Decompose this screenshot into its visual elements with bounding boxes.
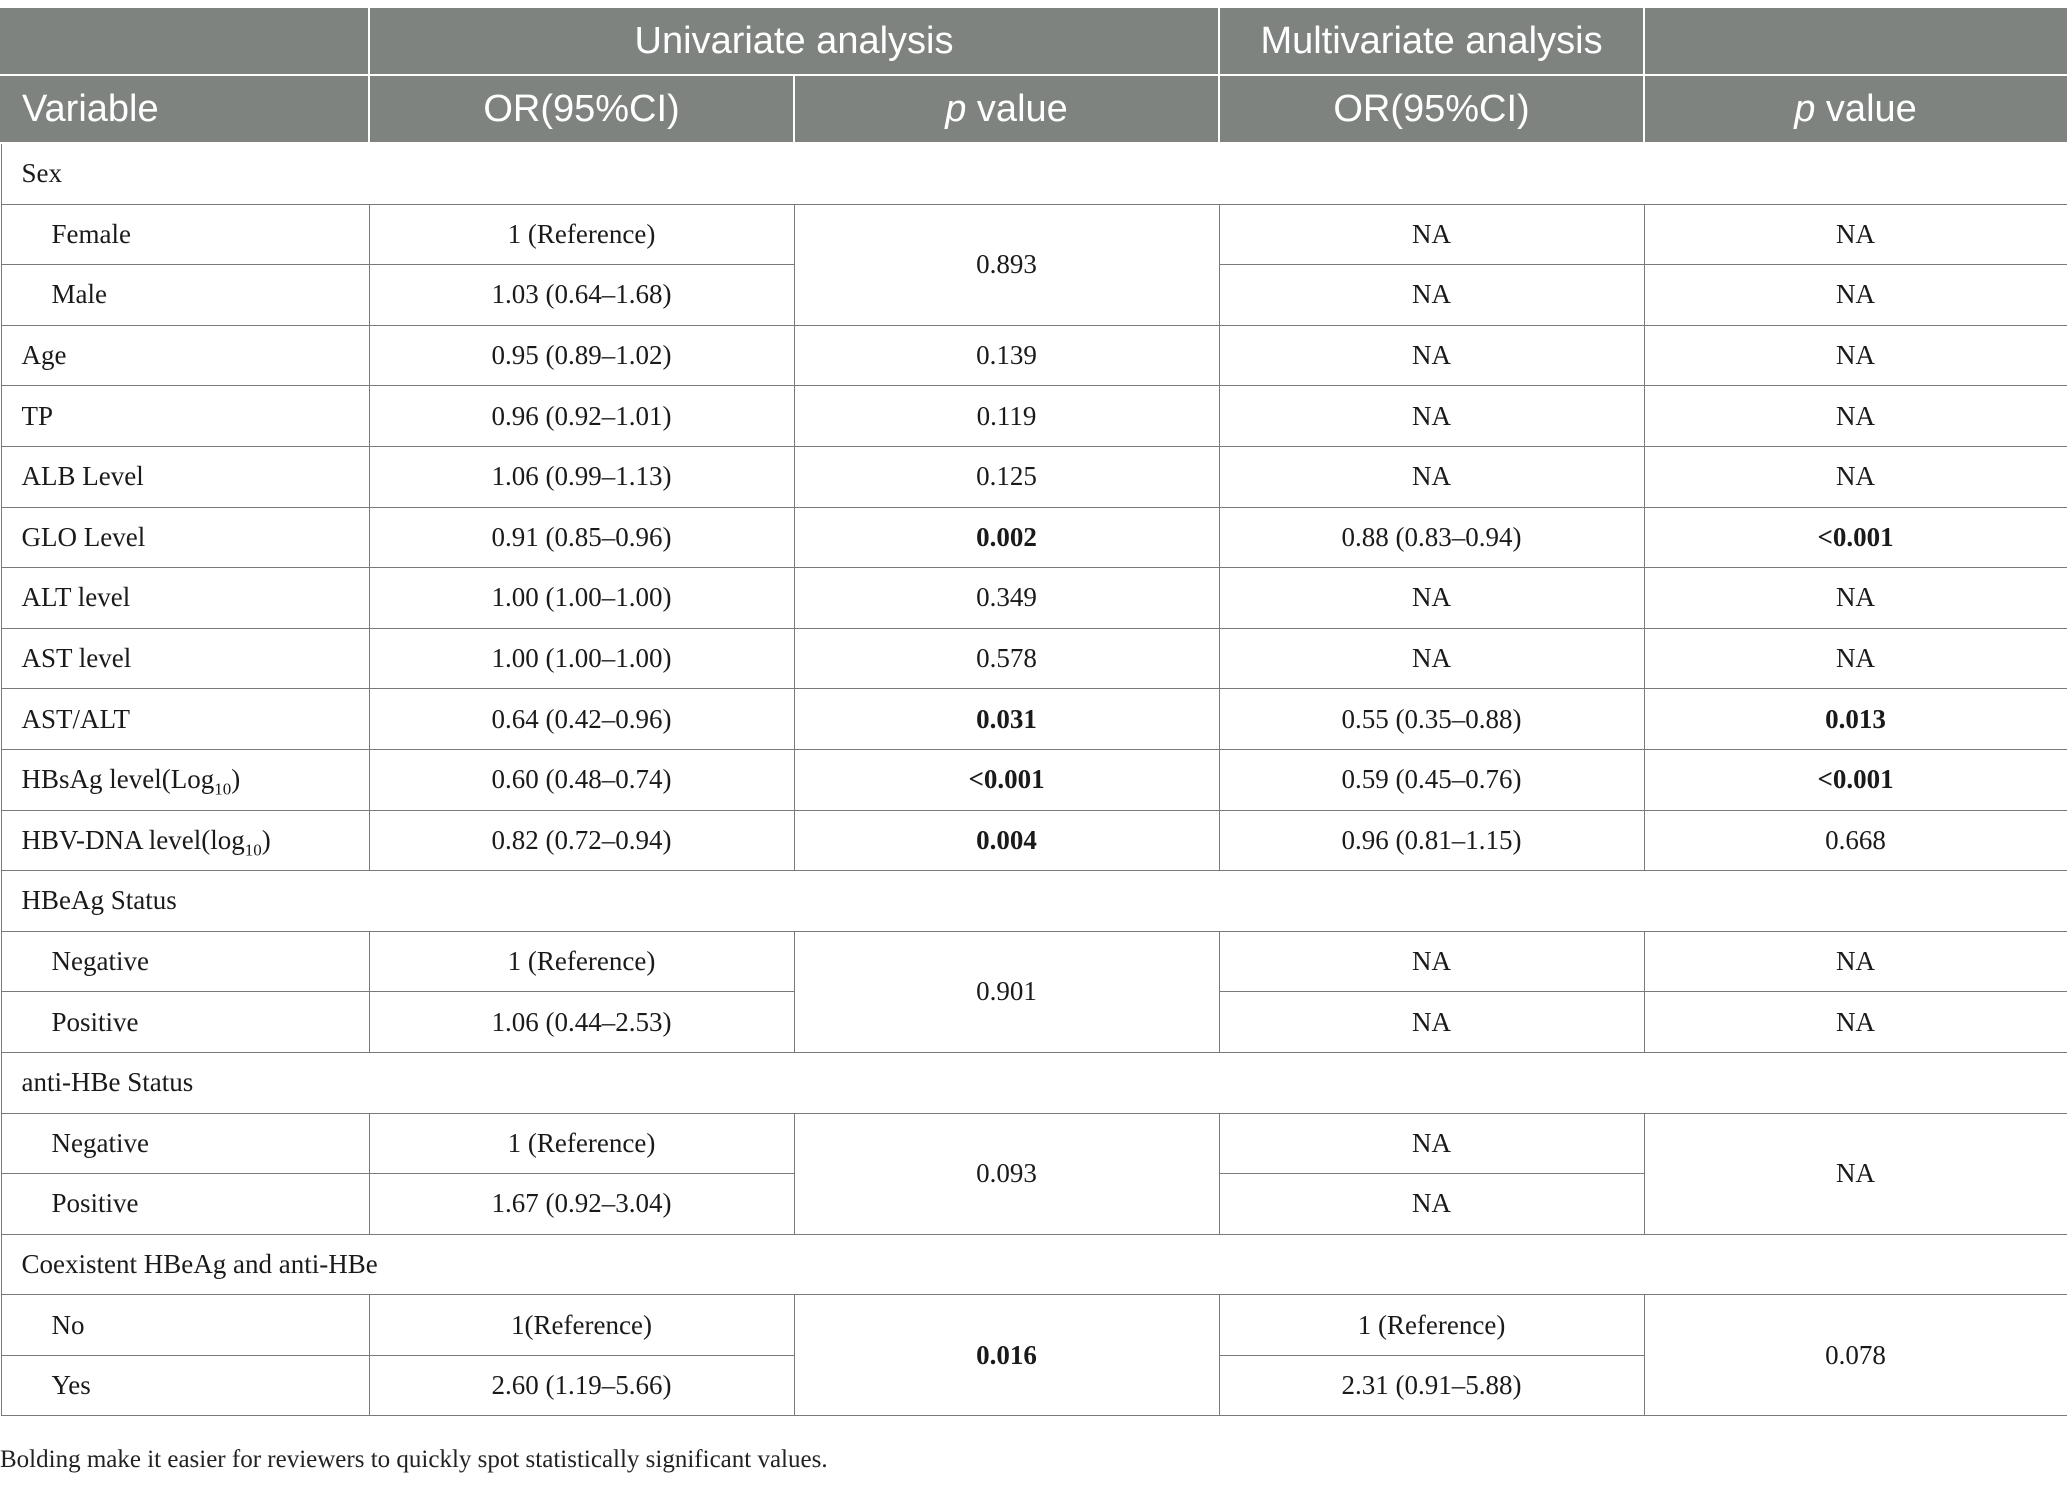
uni-p-cell: 0.093 xyxy=(794,1113,1219,1234)
multi-p-cell: NA xyxy=(1644,992,2067,1053)
section-label: HBeAg Status xyxy=(1,871,2067,932)
multi-or-cell: NA xyxy=(1219,1174,1644,1235)
table-row xyxy=(1,568,2067,629)
multi-p-cell: NA xyxy=(1644,1113,2067,1234)
results-table-container xyxy=(0,8,2066,1416)
header-univariate: Univariate analysis xyxy=(369,8,1219,75)
uni-or-cell: 1.03 (0.64–1.68) xyxy=(369,265,794,326)
multi-or-cell: 2.31 (0.91–5.88) xyxy=(1219,1355,1644,1416)
table-row xyxy=(1,871,2067,932)
uni-or-cell: 1 (Reference) xyxy=(369,931,794,992)
multi-or-cell: 1 (Reference) xyxy=(1219,1295,1644,1356)
uni-p-cell-significant: <0.001 xyxy=(794,749,1219,810)
table-row xyxy=(1,1295,2067,1356)
multi-or-cell: NA xyxy=(1219,1113,1644,1174)
label-text: HBsAg level(Log xyxy=(21,764,215,795)
p-rest: value xyxy=(1815,87,1917,130)
label-subscript: 10 xyxy=(244,840,262,860)
multi-or-cell: 0.96 (0.81–1.15) xyxy=(1219,810,1644,871)
multi-or-cell: NA xyxy=(1219,265,1644,326)
uni-or-cell: 0.60 (0.48–0.74) xyxy=(369,749,794,810)
multi-p-cell: NA xyxy=(1644,628,2067,689)
uni-p-cell-significant: 0.004 xyxy=(794,810,1219,871)
table-row xyxy=(1,446,2067,507)
row-label: ALB Level xyxy=(1,446,369,507)
header-blank xyxy=(1,8,369,75)
uni-or-cell: 0.91 (0.85–0.96) xyxy=(369,507,794,568)
row-label: ALT level xyxy=(1,568,369,629)
row-label: TP xyxy=(1,386,369,447)
multi-p-cell-significant: 0.013 xyxy=(1644,689,2067,750)
row-label: Negative xyxy=(1,931,369,992)
row-label: Yes xyxy=(1,1355,369,1416)
section-label: Coexistent HBeAg and anti-HBe xyxy=(1,1234,2067,1295)
table-row xyxy=(1,386,2067,447)
multi-p-cell: 0.078 xyxy=(1644,1295,2067,1416)
multi-p-cell: NA xyxy=(1644,204,2067,265)
uni-or-cell: 0.96 (0.92–1.01) xyxy=(369,386,794,447)
table-row xyxy=(1,325,2067,386)
uni-or-cell: 1.00 (1.00–1.00) xyxy=(369,628,794,689)
header-blank-right xyxy=(1644,8,2067,75)
uni-p-cell: 0.139 xyxy=(794,325,1219,386)
uni-or-cell: 1.67 (0.92–3.04) xyxy=(369,1174,794,1235)
header-variable: Variable xyxy=(1,75,369,143)
table-row xyxy=(1,1234,2067,1295)
uni-p-cell: 0.119 xyxy=(794,386,1219,447)
header-uni-or: OR(95%CI) xyxy=(369,75,794,143)
uni-p-cell: 0.349 xyxy=(794,568,1219,629)
label-text-end: ) xyxy=(261,824,271,855)
multi-or-cell: NA xyxy=(1219,325,1644,386)
row-label: Negative xyxy=(1,1113,369,1174)
row-label: Positive xyxy=(1,1174,369,1235)
row-label: Male xyxy=(1,265,369,326)
multi-or-cell: NA xyxy=(1219,386,1644,447)
row-label xyxy=(1,810,369,871)
table-row xyxy=(1,628,2067,689)
multi-p-cell: NA xyxy=(1644,931,2067,992)
uni-or-cell: 0.82 (0.72–0.94) xyxy=(369,810,794,871)
uni-or-cell: 2.60 (1.19–5.66) xyxy=(369,1355,794,1416)
table-row xyxy=(1,749,2067,810)
table-row xyxy=(1,507,2067,568)
table-row xyxy=(1,143,2067,204)
p-rest: value xyxy=(966,87,1068,130)
header-group-row xyxy=(1,8,2067,75)
multi-or-cell: NA xyxy=(1219,931,1644,992)
multi-p-cell: NA xyxy=(1644,325,2067,386)
uni-p-cell: 0.893 xyxy=(794,204,1219,325)
p-italic: p xyxy=(945,87,967,130)
multi-p-cell: NA xyxy=(1644,568,2067,629)
uni-or-cell: 1 (Reference) xyxy=(369,204,794,265)
row-label xyxy=(1,749,369,810)
uni-p-cell: 0.901 xyxy=(794,931,1219,1052)
uni-or-cell: 1(Reference) xyxy=(369,1295,794,1356)
table-row xyxy=(1,204,2067,265)
regression-table xyxy=(0,8,2067,1416)
table-row xyxy=(1,1113,2067,1174)
multi-p-cell: NA xyxy=(1644,386,2067,447)
uni-p-cell-significant: 0.002 xyxy=(794,507,1219,568)
header-multi-or: OR(95%CI) xyxy=(1219,75,1644,143)
multi-p-cell: NA xyxy=(1644,265,2067,326)
multi-or-cell: 0.88 (0.83–0.94) xyxy=(1219,507,1644,568)
multi-or-cell: NA xyxy=(1219,628,1644,689)
row-label: Age xyxy=(1,325,369,386)
section-label: Sex xyxy=(1,143,2067,204)
multi-p-cell-significant: <0.001 xyxy=(1644,507,2067,568)
uni-or-cell: 1 (Reference) xyxy=(369,1113,794,1174)
multi-or-cell: NA xyxy=(1219,568,1644,629)
multi-p-cell: NA xyxy=(1644,446,2067,507)
header-uni-p xyxy=(794,75,1219,143)
header-column-row xyxy=(1,75,2067,143)
table-row xyxy=(1,931,2067,992)
table-row xyxy=(1,810,2067,871)
uni-p-cell-significant: 0.016 xyxy=(794,1295,1219,1416)
header-multivariate: Multivariate analysis xyxy=(1219,8,1644,75)
row-label: Positive xyxy=(1,992,369,1053)
uni-p-cell: 0.125 xyxy=(794,446,1219,507)
table-footnote: Bolding make it easier for reviewers to quickly spot statistically significant values. xyxy=(0,1446,828,1473)
section-label: anti-HBe Status xyxy=(1,1052,2067,1113)
row-label: No xyxy=(1,1295,369,1356)
label-text-end: ) xyxy=(231,764,241,795)
multi-or-cell: 0.59 (0.45–0.76) xyxy=(1219,749,1644,810)
uni-p-cell: 0.578 xyxy=(794,628,1219,689)
uni-or-cell: 1.06 (0.44–2.53) xyxy=(369,992,794,1053)
multi-or-cell: NA xyxy=(1219,446,1644,507)
uni-p-cell-significant: 0.031 xyxy=(794,689,1219,750)
table-row xyxy=(1,1052,2067,1113)
header-multi-p xyxy=(1644,75,2067,143)
multi-or-cell: 0.55 (0.35–0.88) xyxy=(1219,689,1644,750)
uni-or-cell: 0.95 (0.89–1.02) xyxy=(369,325,794,386)
uni-or-cell: 1.06 (0.99–1.13) xyxy=(369,446,794,507)
row-label: Female xyxy=(1,204,369,265)
uni-or-cell: 0.64 (0.42–0.96) xyxy=(369,689,794,750)
label-subscript: 10 xyxy=(214,779,232,799)
p-italic: p xyxy=(1794,87,1816,130)
row-label: GLO Level xyxy=(1,507,369,568)
multi-p-cell: 0.668 xyxy=(1644,810,2067,871)
label-text: HBV-DNA level(log xyxy=(21,824,245,855)
multi-p-cell-significant: <0.001 xyxy=(1644,749,2067,810)
multi-or-cell: NA xyxy=(1219,992,1644,1053)
row-label: AST level xyxy=(1,628,369,689)
multi-or-cell: NA xyxy=(1219,204,1644,265)
table-row xyxy=(1,689,2067,750)
row-label: AST/ALT xyxy=(1,689,369,750)
uni-or-cell: 1.00 (1.00–1.00) xyxy=(369,568,794,629)
